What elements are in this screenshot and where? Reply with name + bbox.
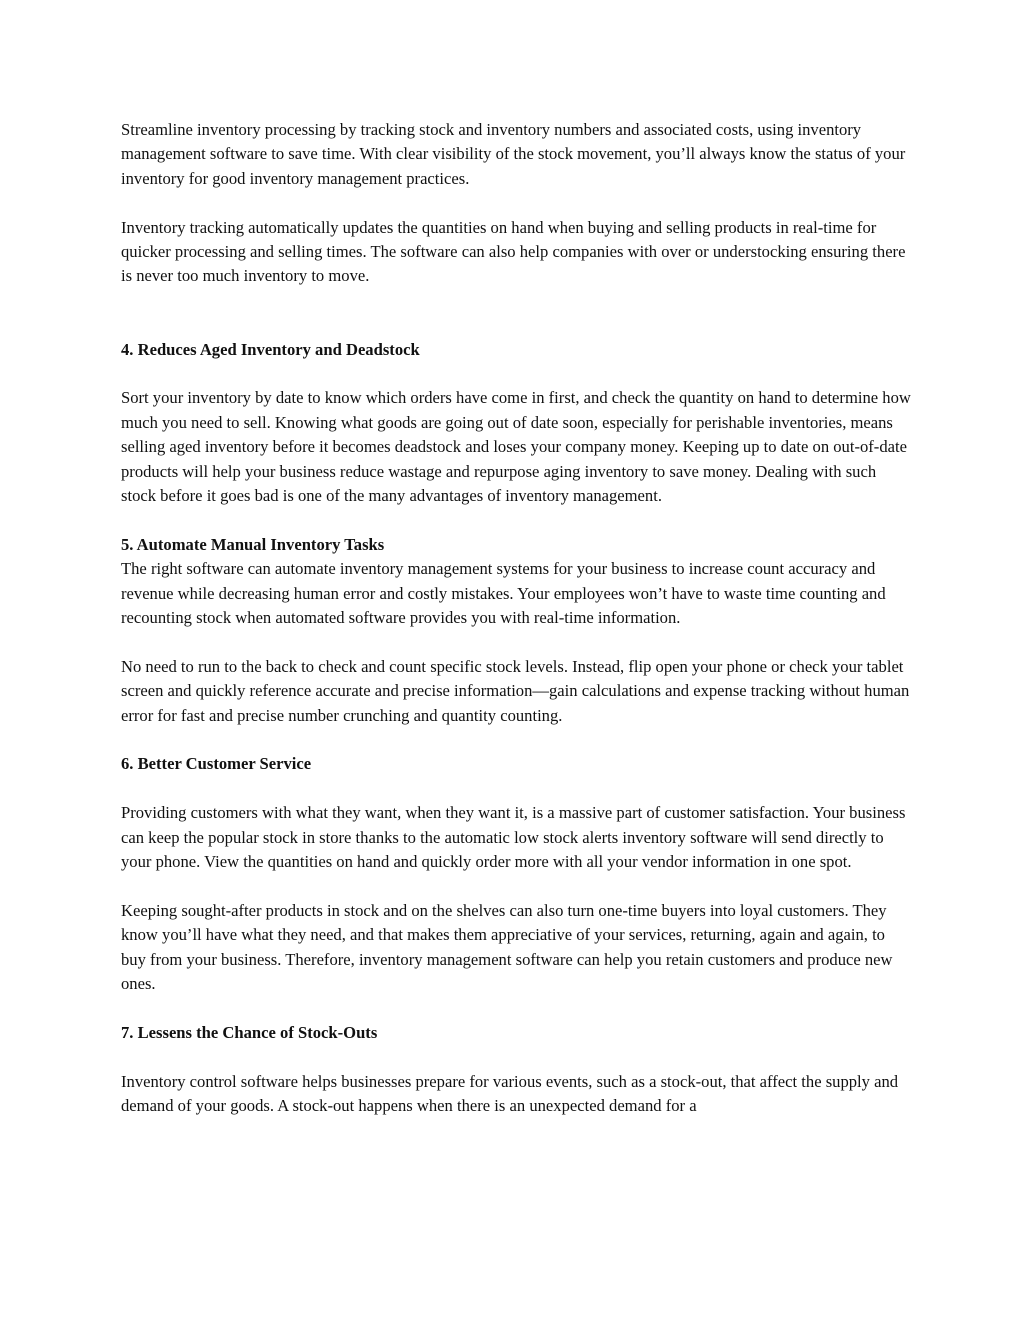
paragraph-no-need-to-run: No need to run to the back to check and count specific stock levels. Instead, flip open your phone or check your tablet screen and quickly reference accurate and precise information—gain calculations and expense tracking without human error for fast and precise number crunching and quantity counting.: [121, 656, 910, 725]
spacer: [121, 362, 911, 386]
spacer: [121, 874, 911, 898]
heading-reduces-aged-inventory: 4. Reduces Aged Inventory and Deadstock: [121, 339, 420, 359]
heading-automate-manual-tasks: 5. Automate Manual Inventory Tasks: [121, 534, 385, 554]
paragraph-inventory-tracking: Inventory tracking automatically updates the quantities on hand when buying and selling products in real-time for quicker processing and selling times. The software can also help companies with over or understocking ensuring there is never too much inventory to move.: [121, 217, 906, 286]
paragraph-sort-inventory: Sort your inventory by date to know which orders have come in first, and check the quantity on hand to determine how much you need to sell. Knowing what goods are going out of date soon, especially for perishable inventories, means selling aged inventory before it becomes deadstock and loses your company money. Keeping up to date on out-of-date products will help your business reduce wastage and repurpose aging inventory to save money. Dealing with such stock before it goes bad is one of the many advantages of inventory management.: [121, 388, 911, 506]
spacer: [121, 997, 911, 1021]
spacer: [121, 630, 911, 654]
spacer: [121, 1045, 911, 1069]
spacer: [121, 508, 911, 532]
document-page: [121, 118, 911, 1119]
heading-lessens-stock-outs: 7. Lessens the Chance of Stock-Outs: [121, 1022, 378, 1042]
spacer: [121, 191, 911, 215]
spacer: [121, 289, 911, 338]
paragraph-providing-customers: Providing customers with what they want, when they want it, is a massive part of customer satisfaction. Your business can keep the popular stock in store thanks to the automatic low stock alerts inventory software will send directly to your phone. View the quantities on hand and quickly order more with all your vendor information in one spot.: [121, 803, 906, 872]
heading-better-customer-service: 6. Better Customer Service: [121, 754, 312, 774]
paragraph-streamline-inventory: Streamline inventory processing by tracking stock and inventory numbers and associated costs, using inventory management software to save time. With clear visibility of the stock movement, you’ll always know the status of your inventory for good inventory management practices.: [121, 120, 906, 188]
paragraph-inventory-control-software: Inventory control software helps businesses prepare for various events, such as a stock-out, that affect the supply and demand of your goods. A stock-out happens when there is an unexpected demand for a: [121, 1071, 899, 1116]
spacer: [121, 728, 911, 752]
spacer: [121, 777, 911, 801]
paragraph-right-software: The right software can automate inventory management systems for your business to increase count accuracy and revenue while decreasing human error and costly mistakes. Your employees won’t have to waste time counting and recounting stock when automated software provides you with real-time information.: [121, 559, 886, 628]
paragraph-sought-after-products: Keeping sought-after products in stock and on the shelves can also turn one-time buyers into loyal customers. They know you’ll have what they need, and that makes them appreciative of your services, returning, again and again, to buy from your business. Therefore, inventory management software can help you retain customers and produce new ones.: [121, 900, 893, 994]
